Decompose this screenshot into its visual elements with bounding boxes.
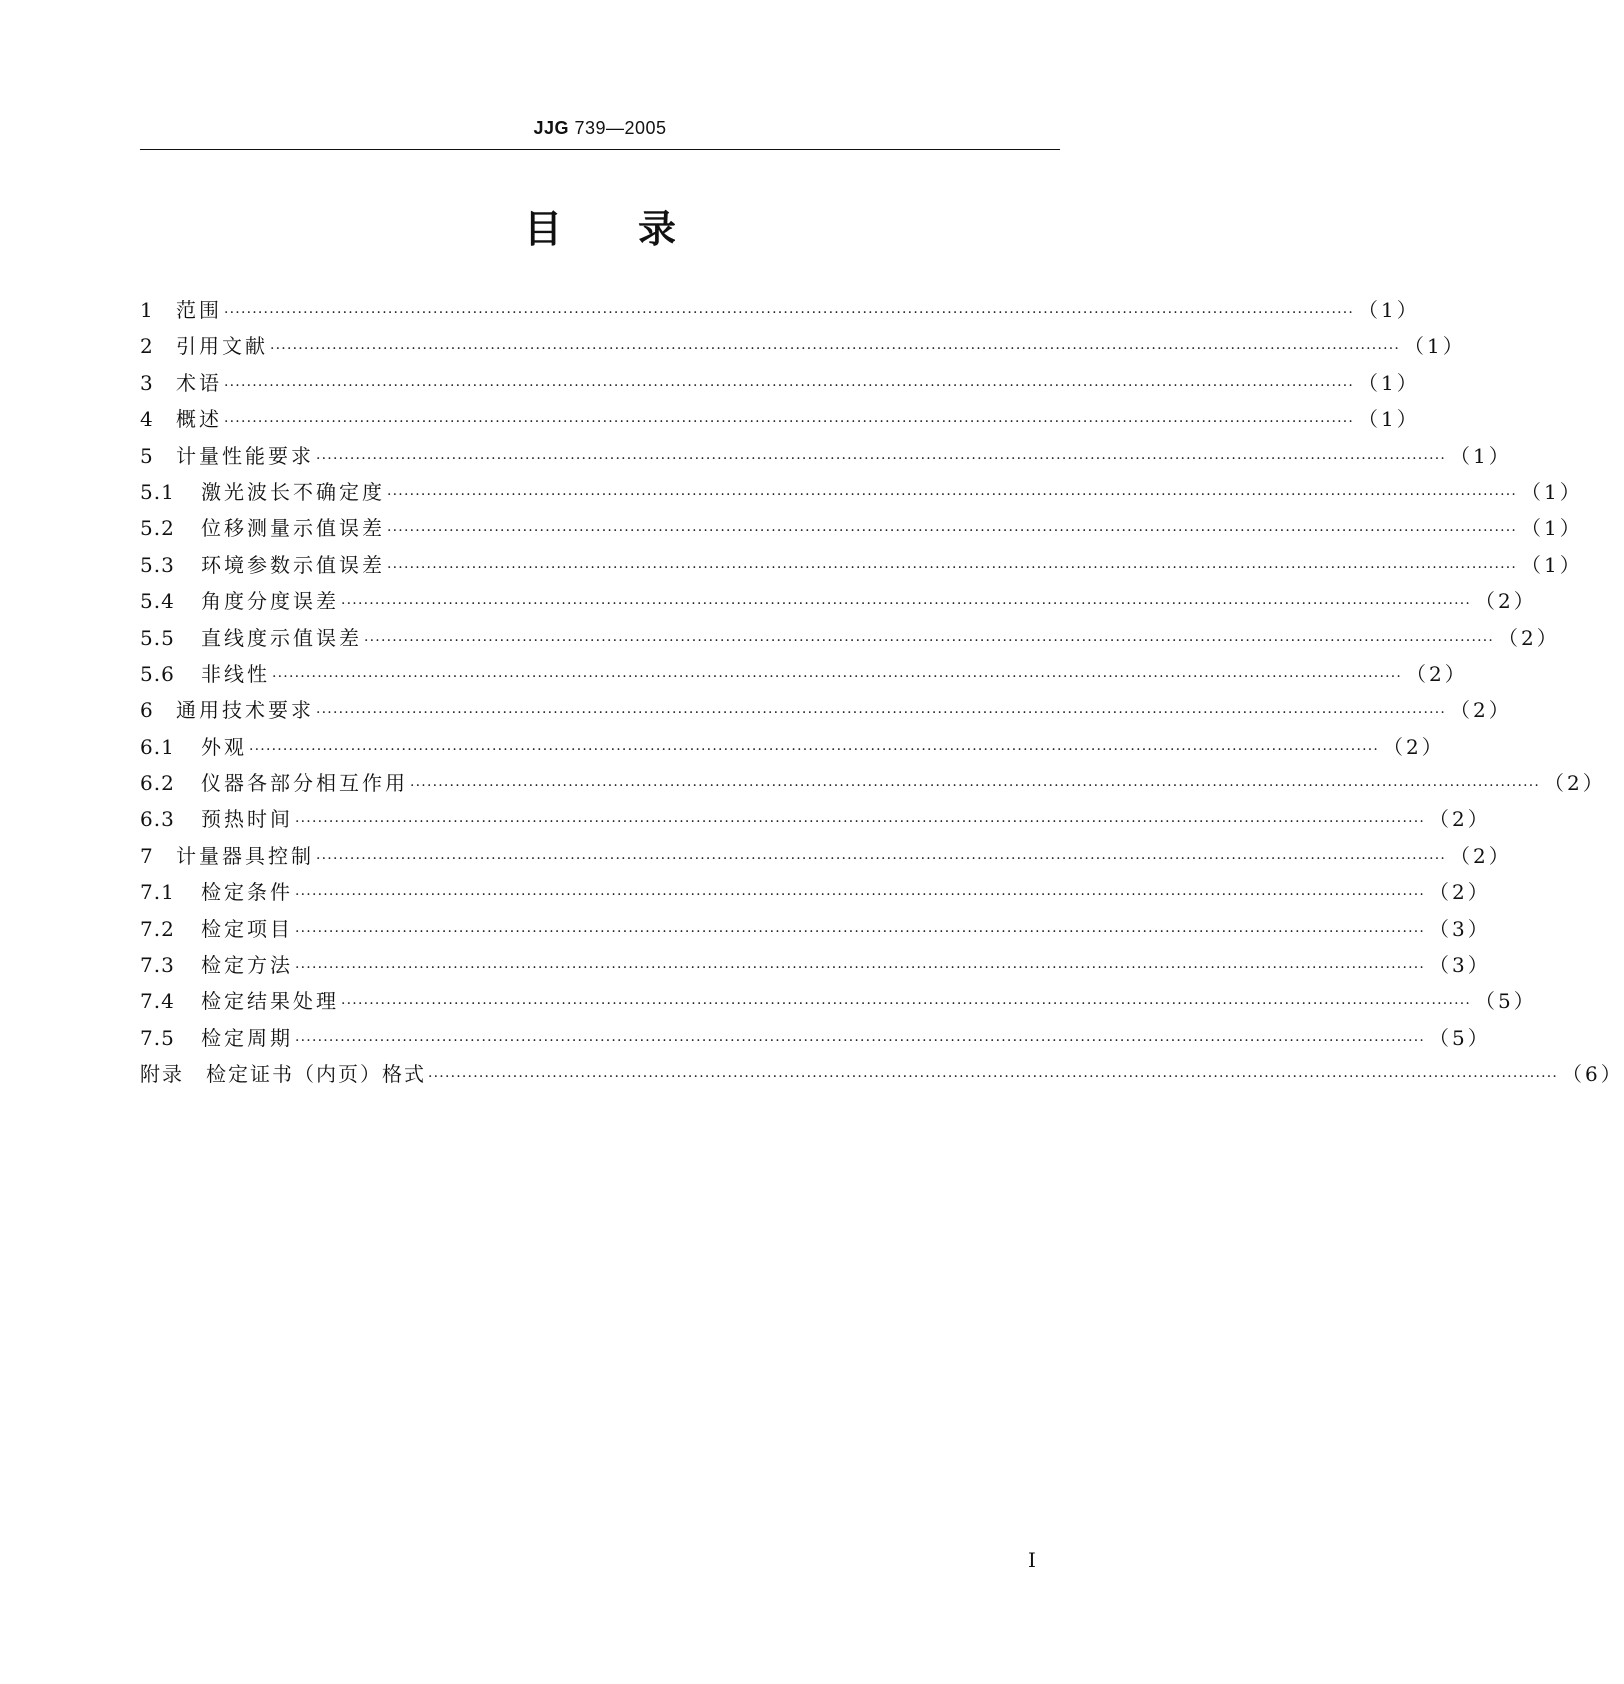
standard-code-header (140, 118, 1060, 139)
toc-entry-number: 5.1 (140, 479, 175, 504)
toc-entry-page: （5） (1475, 989, 1537, 1014)
toc-entry-number: 5 (140, 443, 154, 468)
toc-entry-number: 7.2 (140, 916, 175, 941)
toc-entry-label: 计量性能要求 (176, 443, 314, 468)
toc-entry[interactable] (140, 838, 1512, 874)
toc-entry-label: 非线性 (201, 661, 270, 686)
toc-dot-leader: ········································································································································································································ (364, 632, 1495, 649)
toc-entry-page: （3） (1429, 916, 1491, 941)
toc-entry[interactable] (140, 328, 1466, 364)
toc-dot-leader: ········································································································································································································ (316, 850, 1447, 867)
toc-entry-number: 1 (140, 298, 154, 322)
toc-title: 目录 (523, 207, 752, 251)
toc-entry-label: 检定方法 (201, 953, 293, 978)
toc-entry-label: 通用技术要求 (176, 698, 314, 723)
toc-entry-page: （3） (1429, 953, 1491, 978)
toc-entry-label: 外观 (201, 734, 247, 759)
toc-dot-leader: ········································································································································································································ (270, 341, 1401, 358)
toc-entry-page: （1） (1358, 370, 1420, 395)
toc-entry-label: 仪器各部分相互作用 (201, 771, 408, 796)
toc-entry-page: （1） (1404, 334, 1466, 359)
toc-entry-page: （5） (1429, 1025, 1491, 1050)
toc-dot-leader: ········································································································································································································ (341, 996, 1472, 1013)
toc-dot-leader: ········································································································································································································ (428, 1069, 1559, 1086)
toc-entry[interactable] (140, 365, 1420, 401)
toc-entry[interactable] (140, 911, 1491, 947)
toc-entry[interactable] (140, 801, 1491, 837)
toc-dot-leader: ········································································································································································································ (295, 960, 1426, 977)
toc-entry-label: 检定周期 (201, 1025, 293, 1050)
toc-entry-number: 6 (140, 698, 154, 723)
toc-entry[interactable] (140, 438, 1512, 474)
toc-entry-number: 5.4 (140, 589, 175, 614)
toc-entry-label: 概述 (176, 407, 222, 432)
toc-entry[interactable] (140, 401, 1420, 437)
toc-dot-leader: ········································································································································································································ (295, 814, 1426, 831)
toc-entry-number: 7 (140, 843, 154, 868)
toc-dot-leader: ········································································································································································································ (410, 778, 1541, 795)
toc-dot-leader: ········································································································································································································ (224, 377, 1355, 394)
page-number: Ⅰ (1028, 1548, 1036, 1572)
toc-entry-number: 2 (140, 334, 154, 359)
toc-entry-label: 检定项目 (201, 916, 293, 941)
toc-entry-number: 5.5 (140, 625, 175, 650)
toc-entry-label: 直线度示值误差 (201, 625, 362, 650)
toc-entry-label: 激光波长不确定度 (201, 479, 385, 504)
toc-dot-leader: ········································································································································································································ (224, 414, 1355, 431)
toc-entry-label: 环境参数示值误差 (201, 552, 385, 577)
toc-entry-number: 6.3 (140, 807, 175, 832)
toc-entry-number: 5.2 (140, 516, 175, 541)
toc-entry-label: 角度分度误差 (201, 589, 339, 614)
toc-dot-leader: ········································································································································································································ (341, 596, 1472, 613)
toc-entry-page: （1） (1358, 298, 1420, 322)
toc-entry[interactable] (140, 692, 1512, 728)
toc-entry-number: 6.1 (140, 734, 175, 759)
toc-entry-page: （2） (1498, 625, 1560, 650)
toc-entry-page: （6） (1562, 1062, 1624, 1087)
toc-entry[interactable] (140, 620, 1560, 656)
table-of-contents (140, 292, 1624, 1093)
toc-entry[interactable] (140, 547, 1583, 583)
toc-entry-number: 4 (140, 407, 154, 432)
toc-entry[interactable] (140, 1020, 1491, 1056)
toc-entry[interactable] (140, 947, 1491, 983)
header-rule (140, 149, 1060, 150)
toc-entry-number: 5.3 (140, 552, 175, 577)
toc-entry-label: 检定条件 (201, 880, 293, 905)
toc-entry-label: 范围 (176, 298, 222, 322)
toc-entry-label: 检定结果处理 (201, 989, 339, 1014)
toc-dot-leader: ········································································································································································································ (224, 305, 1355, 321)
toc-entry-page: （2） (1429, 807, 1491, 832)
toc-entry-label: 引用文献 (176, 334, 268, 359)
toc-dot-leader: ········································································································································································································ (249, 741, 1380, 758)
toc-entry[interactable] (140, 765, 1606, 801)
toc-dot-leader: ········································································································································································································ (387, 486, 1518, 503)
toc-dot-leader: ········································································································································································································ (387, 523, 1518, 540)
standard-code-number: 739—2005 (568, 118, 667, 138)
toc-entry-page: （2） (1383, 734, 1445, 759)
toc-entry-page: （1） (1521, 552, 1583, 577)
toc-entry-number: 7.3 (140, 953, 175, 978)
toc-dot-leader: ········································································································································································································ (295, 923, 1426, 940)
toc-dot-leader: ········································································································································································································ (316, 705, 1447, 722)
toc-entry-page: （2） (1429, 880, 1491, 905)
standard-code-prefix: JJG (533, 118, 569, 138)
toc-entry-number: 5.6 (140, 661, 175, 686)
toc-entry-page: （2） (1544, 771, 1606, 796)
toc-entry-number: 7.5 (140, 1025, 175, 1050)
toc-entry[interactable] (140, 874, 1491, 910)
toc-entry-number: 7.1 (140, 880, 175, 905)
toc-entry-page: （1） (1521, 516, 1583, 541)
toc-entry[interactable] (140, 729, 1445, 765)
toc-entry[interactable] (140, 474, 1583, 510)
toc-entry-number: 7.4 (140, 989, 175, 1014)
toc-entry-page: （2） (1450, 698, 1512, 723)
toc-entry-label: 术语 (176, 370, 222, 395)
toc-entry-label: 附录 检定证书（内页）格式 (140, 1062, 426, 1087)
toc-entry-page: （2） (1475, 589, 1537, 614)
toc-entry-number: 6.2 (140, 771, 175, 796)
toc-entry[interactable] (140, 983, 1537, 1019)
toc-dot-leader: ········································································································································································································ (295, 887, 1426, 904)
toc-dot-leader: ········································································································································································································ (295, 1032, 1426, 1049)
toc-entry-label: 预热时间 (201, 807, 293, 832)
toc-entry[interactable] (140, 1056, 1624, 1092)
toc-dot-leader: ········································································································································································································ (316, 450, 1447, 467)
toc-entry[interactable] (140, 656, 1468, 692)
toc-dot-leader: ········································································································································································································ (272, 668, 1403, 685)
toc-entry-page: （1） (1358, 407, 1420, 432)
toc-entry-page: （1） (1450, 443, 1512, 468)
toc-entry[interactable] (140, 583, 1537, 619)
toc-entry-label: 计量器具控制 (176, 843, 314, 868)
toc-entry[interactable] (140, 292, 1420, 328)
toc-entry[interactable] (140, 510, 1583, 546)
toc-entry-label: 位移测量示值误差 (201, 516, 385, 541)
toc-entry-page: （2） (1406, 661, 1468, 686)
toc-entry-page: （2） (1450, 843, 1512, 868)
toc-dot-leader: ········································································································································································································ (387, 559, 1518, 576)
toc-entry-number: 3 (140, 370, 154, 395)
toc-entry-page: （1） (1521, 479, 1583, 504)
